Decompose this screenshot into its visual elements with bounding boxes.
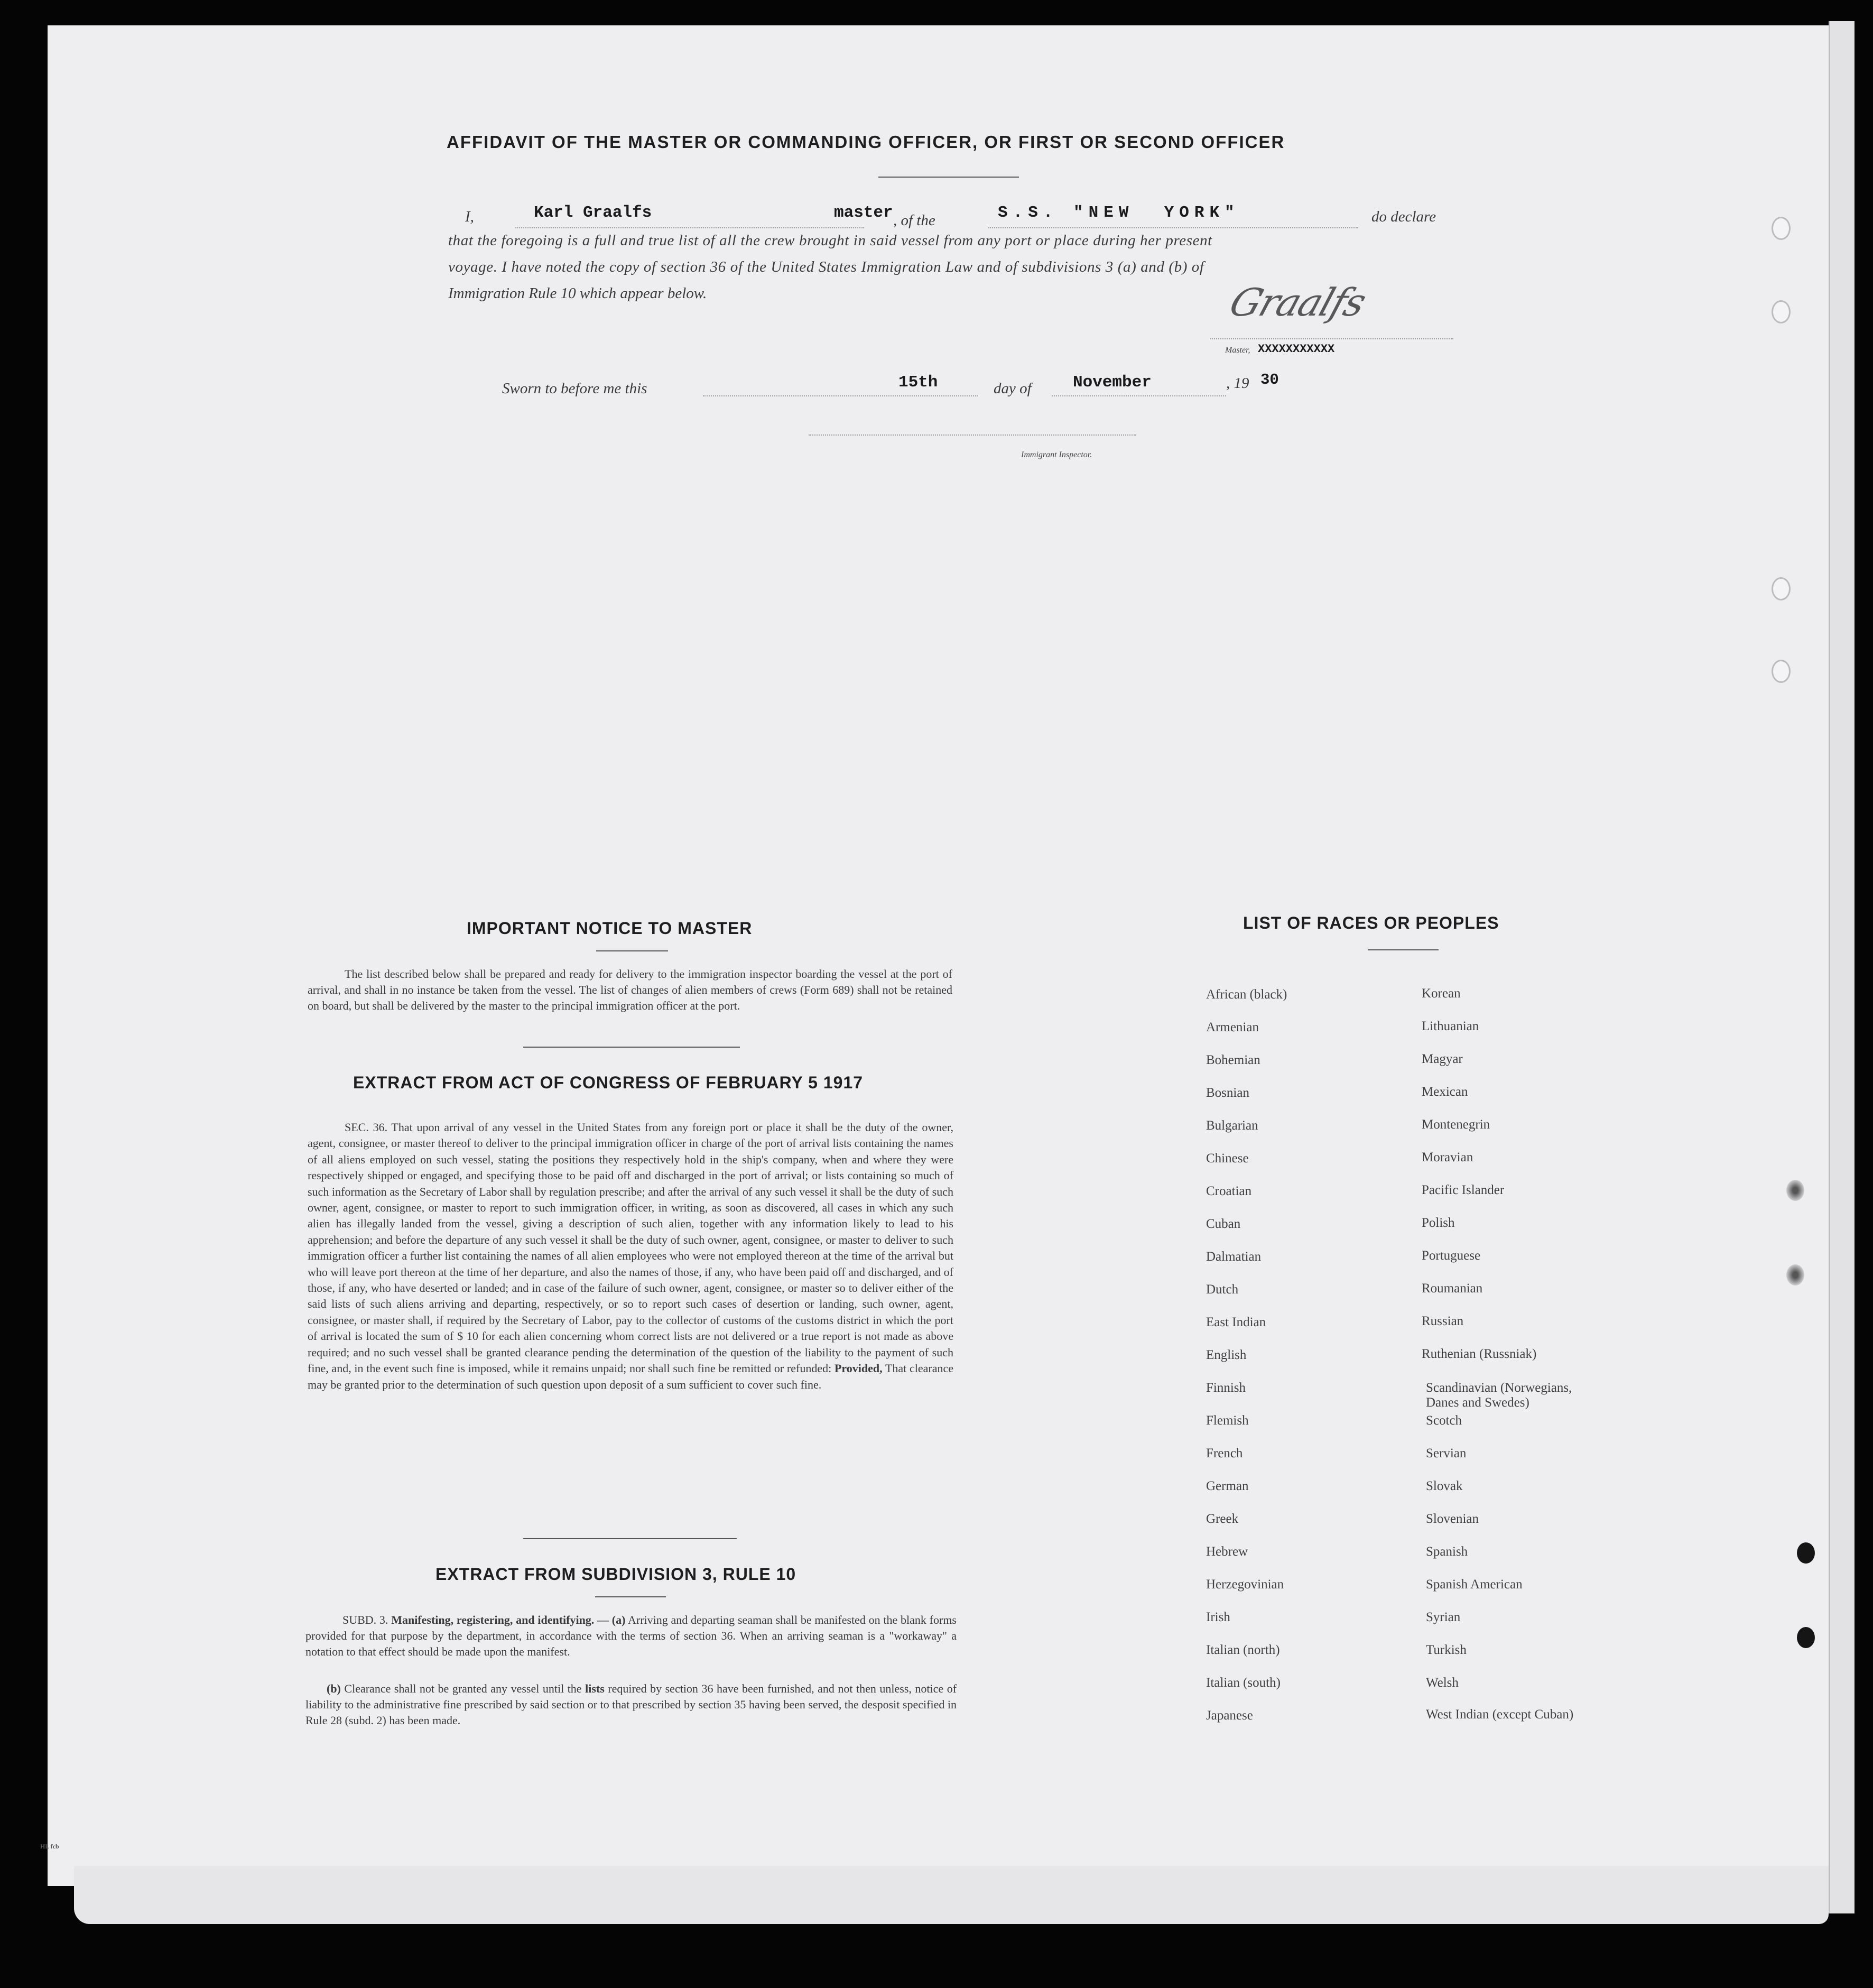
sworn-day: 15th xyxy=(898,373,938,392)
vessel-name: S.S. "NEW YORK" xyxy=(998,204,1240,222)
extract-act-body-end: That clearance may be granted prior to the determination of such question upon deposit of a sum sufficient to cover such fine. xyxy=(308,1362,954,1391)
year-suffix: 30 xyxy=(1260,371,1279,389)
race-item: Herzegovinian xyxy=(1206,1577,1284,1592)
race-item: Magyar xyxy=(1422,1052,1463,1066)
para-b-text: Clearance shall not be granted any vessel until the xyxy=(344,1682,582,1695)
race-item: Japanese xyxy=(1206,1708,1253,1723)
day-of-label: day of xyxy=(994,380,1032,397)
binder-hole xyxy=(1786,1264,1804,1286)
signature-line xyxy=(1210,338,1453,339)
binder-hole xyxy=(1797,1627,1815,1648)
race-item: Slovenian xyxy=(1426,1512,1479,1526)
master-name: Karl Graalfs xyxy=(534,204,652,222)
race-item: Korean xyxy=(1422,986,1461,1001)
race-item: Cuban xyxy=(1206,1217,1241,1231)
para-b-text-end: required by section 36 have been furnished, and not then unless, notice of liability to the administrative fine prescribed by said section or to that prescribed by section 35 having been served, the desposit specified in Rule 28 (subd. 2) has been made. xyxy=(305,1682,957,1727)
race-item: French xyxy=(1206,1446,1243,1460)
rank: master xyxy=(834,204,893,222)
race-item: Servian xyxy=(1426,1446,1467,1460)
notice-title: IMPORTANT NOTICE TO MASTER xyxy=(467,919,753,938)
race-item: Finnish xyxy=(1206,1381,1246,1395)
extract-act-title: EXTRACT FROM ACT OF CONGRESS OF FEBRUARY 5 1917 xyxy=(353,1073,864,1092)
notice-text: The list described below shall be prepared and ready for delivery to the immigration inspector boarding the vessel at the port of arrival, and shall in no instance be taken from the vessel. The list of changes of alien members of crews (Form 689) shall not be retained on board, but shall be delivered by the master to the principal immigration officer at the port. xyxy=(308,967,952,1012)
extract-act-text xyxy=(308,1120,953,1393)
race-item: Scandinavian (Norwegians, Danes and Swedes) xyxy=(1426,1381,1572,1410)
binder-hole xyxy=(1772,577,1791,600)
race-item: East Indian xyxy=(1206,1315,1266,1329)
declaration-line-2: that the foregoing is a full and true list of all the crew brought in said vessel from any port or place during her present xyxy=(448,232,1212,249)
race-item: Ruthenian (Russniak) xyxy=(1422,1347,1537,1361)
race-item: Flemish xyxy=(1206,1413,1249,1428)
of-the-label: , of the xyxy=(893,212,935,229)
document-page xyxy=(48,25,1837,1886)
race-item: Bosnian xyxy=(1206,1086,1249,1100)
race-item: Roumanian xyxy=(1422,1281,1483,1296)
race-item: Pacific Islander xyxy=(1422,1183,1505,1197)
para-b-label: (b) xyxy=(327,1682,341,1695)
binder-hole xyxy=(1786,1180,1804,1201)
sworn-label: Sworn to before me this xyxy=(502,380,647,397)
race-item: African (black) xyxy=(1206,987,1287,1002)
declaration-line-4: Immigration Rule 10 which appear below. xyxy=(448,285,707,302)
race-item: Polish xyxy=(1422,1216,1455,1230)
binder-hole xyxy=(1772,300,1791,323)
year-prefix: , 19 xyxy=(1226,375,1249,392)
para-a-text: Arriving and departing seaman shall be manifested on the blank forms provided for that purpose by the department, in accordance with the terms of section 36. When an arriving seaman is a "workaway" a notation to that effect should be made upon the manifest. xyxy=(305,1613,957,1658)
binder-hole xyxy=(1772,660,1791,683)
subd-heading: Manifesting, registering, and identifying. xyxy=(391,1613,595,1626)
notice-bottom-divider xyxy=(523,1047,740,1048)
inspector-label: Immigrant Inspector. xyxy=(1021,450,1092,459)
extract-rule-para-b xyxy=(305,1681,957,1728)
race-item: Dalmatian xyxy=(1206,1250,1262,1264)
subd-label: SUBD. 3. xyxy=(342,1613,388,1626)
race-item: Spanish xyxy=(1426,1545,1468,1559)
extract-act-body: SEC. 36. That upon arrival of any vessel in the United States from any foreign port or place it shall be the duty of the owner, agent, consignee, or master thereof to deliver to the principal immigration officer in charge of the port of arrival lists containing the names of all aliens employed on such vessel, stating the positions they respectively hold in the ship's company, when and where they were respectively shipped or engaged, and specifying those to be paid off and discharged in the port of arrival; or lists containing so much of such information as the Secretary of Labor shall by regulation prescribe; and after the arrival of any such vessel it shall be the duty of such owner, agent, consignee, or master to report to such immigration officer, in writing, as soon as discovered, all cases in which any such alien has illegally landed from the vessel, giving a description of such alien, together with any information likely to lead to his apprehension; and before the departure of any such vessel it shall be the duty of such owner, agent, consignee, or master to deliver to such immigration officer a further list containing the names of all alien employees who were not employed thereon at the time of the arrival but who will leave port thereon at the time of her departure, and also the names of those, if any, who have been paid off and discharged, and of those, if any, who have deserted or landed; and in case of the failure of such owner, agent, consignee, or master so to deliver either of the said lists of such aliens arriving and departing, respectively, or so to report such cases of desertion or landing, such owner, agent, consignee, or master shall, if required by the Secretary of Labor, pay to the collector of customs of the customs district in which the port of arrival is located the sum of $ 10 for each alien concerning whom correct lists are not delivered or a true report is not made as above required; and no such vessel shall be granted clearance pending the determination of the question of the liability to the payment of such fine, and, in the event such fine is imposed, while it remains unpaid; nor shall such fine be remitted or refunded: xyxy=(308,1121,953,1375)
extract-rule-para-a xyxy=(305,1612,957,1660)
race-item: English xyxy=(1206,1348,1247,1362)
race-item: Syrian xyxy=(1426,1610,1461,1624)
provided-label: Provided, xyxy=(834,1362,883,1375)
page-stack-edge xyxy=(1829,21,1855,1913)
race-item: Bulgarian xyxy=(1206,1118,1258,1133)
race-item: Chinese xyxy=(1206,1151,1249,1166)
race-item: Irish xyxy=(1206,1610,1230,1624)
struck-officer-text: XXXXXXXXXXX xyxy=(1258,343,1335,356)
para-b-lists: lists xyxy=(585,1682,605,1695)
extract-act-divider xyxy=(523,1538,737,1539)
notice-divider xyxy=(596,950,668,951)
sworn-month-line xyxy=(1052,395,1226,396)
title-divider xyxy=(878,177,1019,178)
race-item: Italian (south) xyxy=(1206,1676,1281,1690)
affidavit-i-label: I, xyxy=(465,208,474,225)
master-signature: Graalfs xyxy=(1224,280,1371,325)
race-item: Hebrew xyxy=(1206,1545,1248,1559)
margin-note: HL fcb xyxy=(40,1843,59,1850)
affidavit-title: AFFIDAVIT OF THE MASTER OR COMMANDING OFFICER, OR FIRST OR SECOND OFFICER xyxy=(447,132,1285,152)
races-divider xyxy=(1368,949,1439,950)
race-item: Lithuanian xyxy=(1422,1019,1479,1033)
race-item: Italian (north) xyxy=(1206,1643,1280,1657)
race-item: Spanish American xyxy=(1426,1577,1523,1592)
race-item: Slovak xyxy=(1426,1479,1463,1493)
para-a-label: — (a) xyxy=(597,1613,626,1626)
race-item: Moravian xyxy=(1422,1150,1473,1164)
declaration-line-3: voyage. I have noted the copy of section 36 of the United States Immigration Law and of subdivisions 3 (a) and (b) of xyxy=(448,258,1204,275)
do-declare-label: do declare xyxy=(1371,208,1436,225)
race-item: Bohemian xyxy=(1206,1053,1260,1067)
binder-hole xyxy=(1797,1542,1815,1564)
race-item: Croatian xyxy=(1206,1184,1252,1198)
race-item: West Indian (except Cuban) xyxy=(1426,1707,1574,1722)
extract-rule-title: EXTRACT FROM SUBDIVISION 3, RULE 10 xyxy=(435,1565,796,1584)
race-item: Greek xyxy=(1206,1512,1239,1526)
race-item: Scotch xyxy=(1426,1413,1462,1428)
race-item: Welsh xyxy=(1426,1676,1459,1690)
sworn-month: November xyxy=(1073,373,1152,392)
race-item: Montenegrin xyxy=(1422,1117,1490,1132)
race-item: Mexican xyxy=(1422,1085,1468,1099)
race-item: Armenian xyxy=(1206,1020,1259,1034)
race-item: Turkish xyxy=(1426,1643,1467,1657)
binder-hole xyxy=(1772,217,1791,240)
race-item: Russian xyxy=(1422,1314,1464,1328)
races-title: LIST OF RACES OR PEOPLES xyxy=(1243,913,1499,932)
extract-rule-divider xyxy=(595,1596,666,1597)
race-item: Dutch xyxy=(1206,1282,1239,1297)
race-item: German xyxy=(1206,1479,1249,1493)
page-bottom-edge xyxy=(74,1866,1829,1924)
master-label: Master, xyxy=(1225,346,1250,355)
inspector-line xyxy=(809,434,1136,436)
sworn-day-line xyxy=(703,395,978,396)
race-item: Portuguese xyxy=(1422,1249,1481,1263)
